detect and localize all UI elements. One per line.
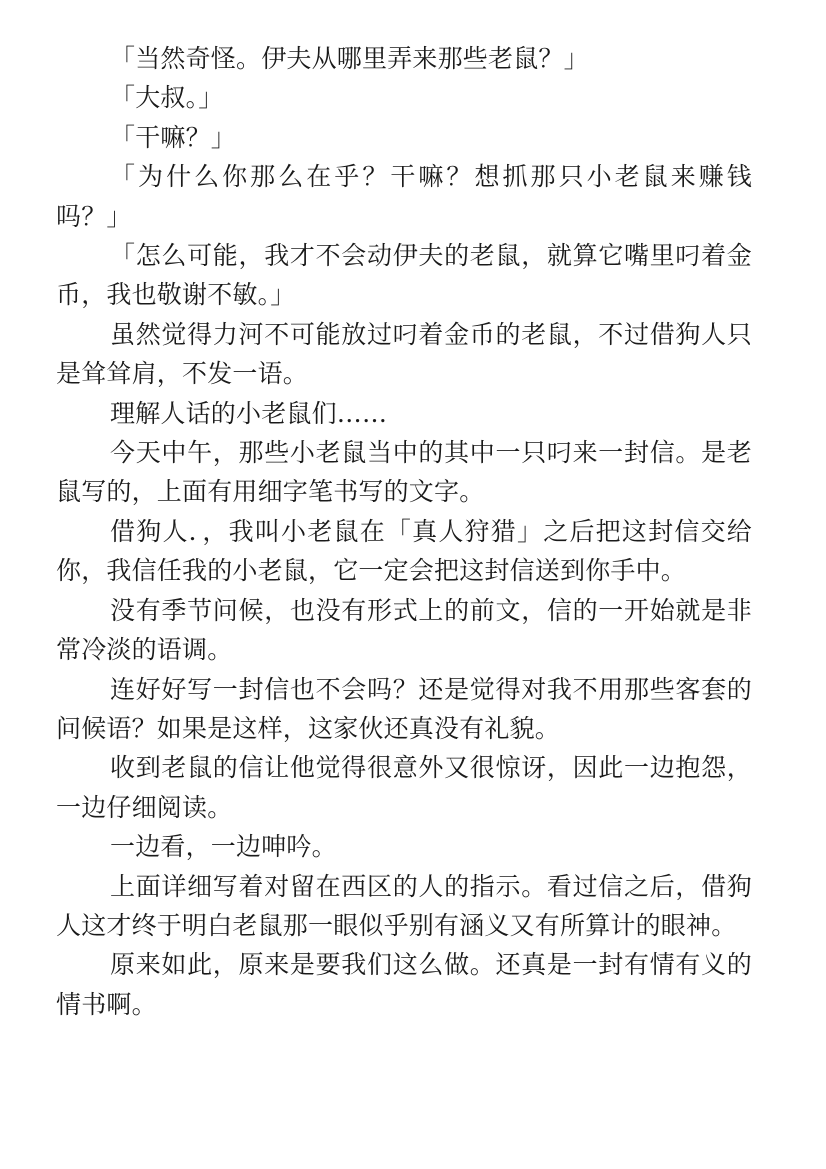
paragraph: 理解人话的小老鼠们…… <box>110 398 388 428</box>
paragraph: 虽然觉得力河不可能放过叼着金币的老鼠，不过借狗人只是耸耸肩，不发一语。 <box>56 319 752 389</box>
paragraph: 没有季节问候，也没有形式上的前文，信的一开始就是非常冷淡的语调。 <box>56 595 752 665</box>
paragraph: 上面详细写着对留在西区的人的指示。看过信之后，借狗人这才终于明白老鼠那一眼似乎别有涵义又有所算计的眼神。 <box>56 871 752 940</box>
paragraph: 今天中午，那些小老鼠当中的其中一只叼来一封信。是老鼠写的，上面有用细字笔书写的文字。 <box>56 438 752 507</box>
paragraph: 原来如此，原来是要我们这么做。还真是一封有情有义的情书啊。 <box>56 950 752 1019</box>
paragraph: 收到老鼠的信让他觉得很意外又很惊讶，因此一边抱怨，一边仔细阅读。 <box>56 753 752 822</box>
paragraph: 连好好写一封信也不会吗？还是觉得对我不用那些客套的问候语？如果是这样，这家伙还真没有礼貌。 <box>56 674 752 743</box>
paragraph: 一边看，一边呻吟。 <box>110 832 337 862</box>
paragraph: 「当然奇怪。伊夫从哪里弄来那些老鼠？」 <box>110 44 589 73</box>
paragraph: 「干嘛？」 <box>110 122 237 152</box>
document-page <box>56 39 752 1024</box>
paragraph: 「怎么可能，我才不会动伊夫的老鼠，就算它嘴里叼着金币，我也敬谢不敏。」 <box>56 241 752 310</box>
paragraph: 借狗人．，我叫小老鼠在「真人狩猎」之后把这封信交给你，我信任我的小老鼠，它一定会把这封信送到你手中。 <box>56 516 752 586</box>
paragraph: 「大叔。」 <box>110 83 224 113</box>
paragraph: 「为什么你那么在乎？干嘛？想抓那只小老鼠来赚钱吗？」 <box>56 162 752 231</box>
